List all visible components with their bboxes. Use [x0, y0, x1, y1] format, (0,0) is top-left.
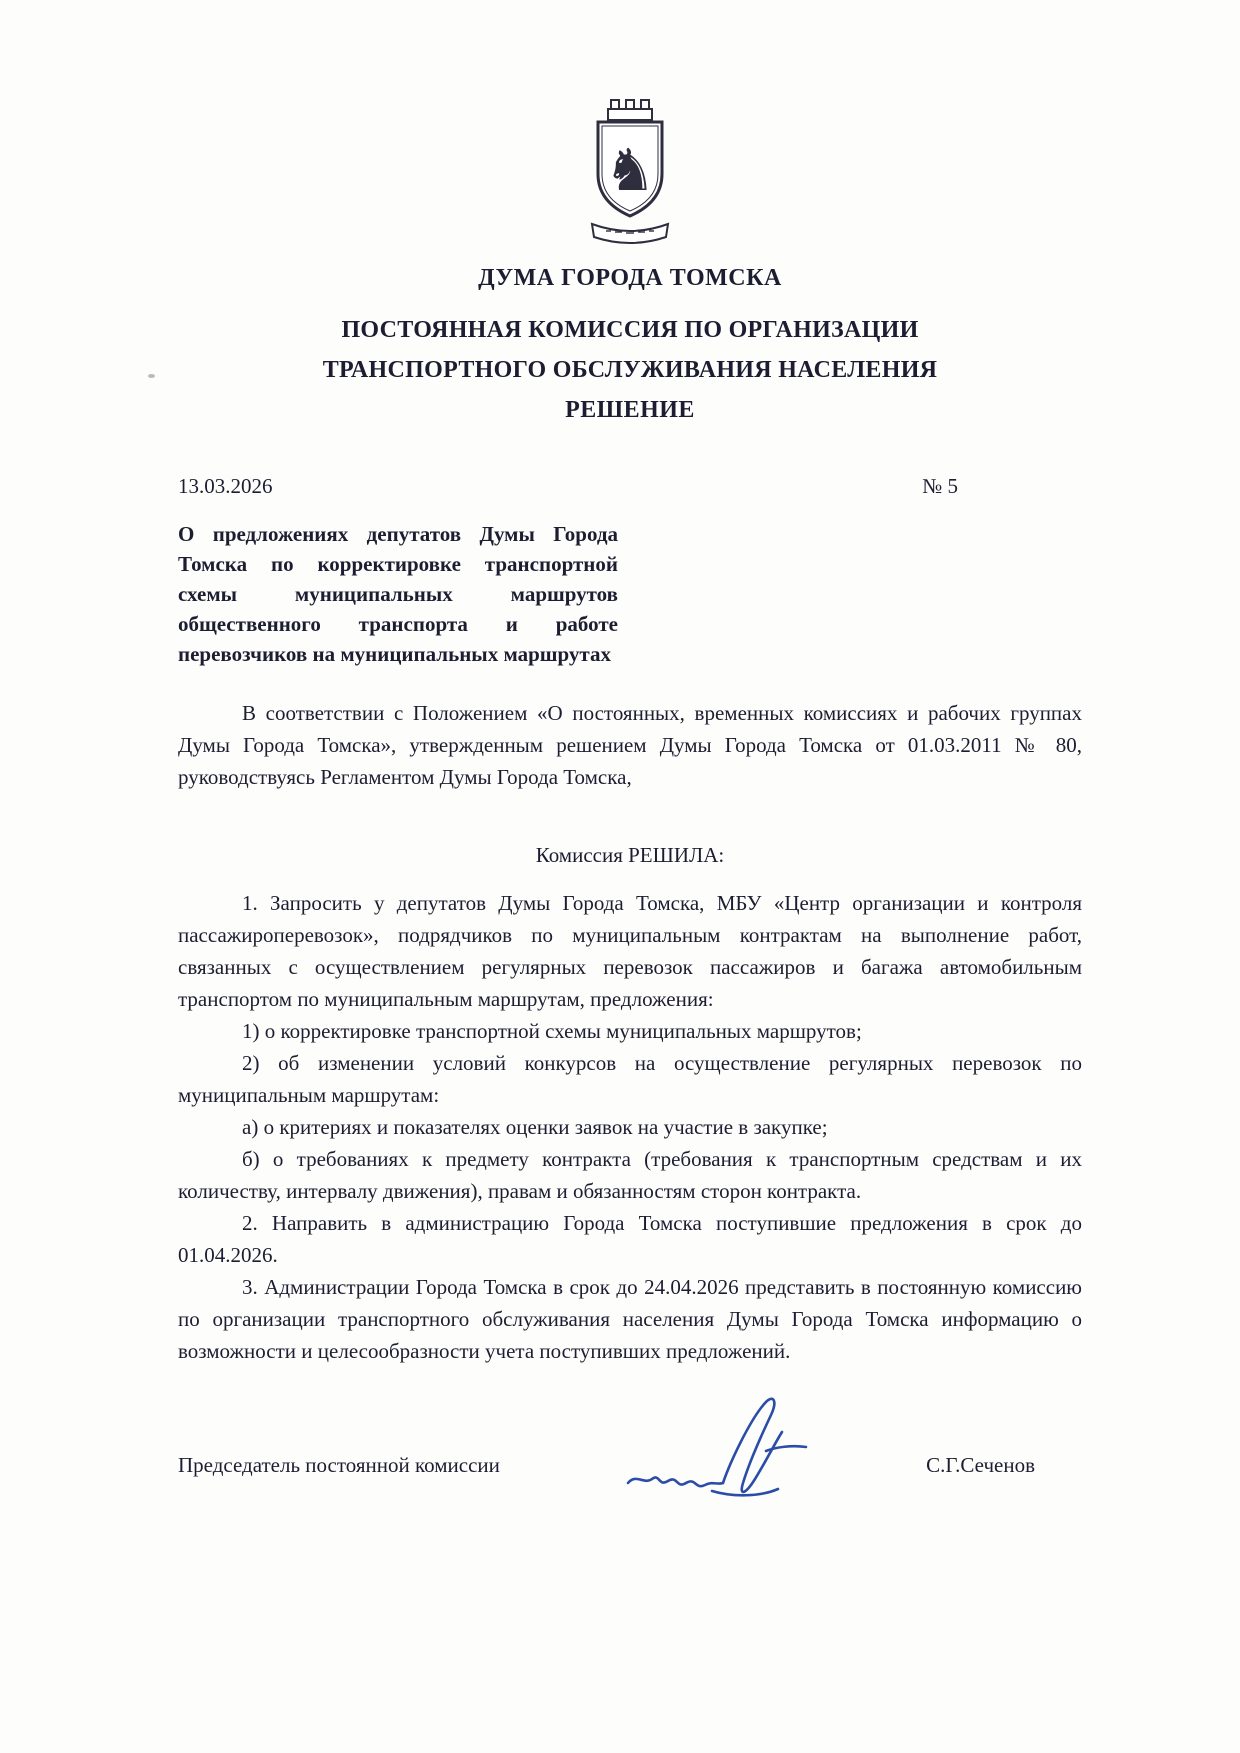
commission-title-line1: ПОСТОЯННАЯ КОМИССИЯ ПО ОРГАНИЗАЦИИ — [341, 317, 919, 343]
document-number: № 5 — [922, 474, 958, 498]
resolution-item: 3. Администрации Города Томска в срок до 24.04.2026 представить в постоянную комиссию по организации транспортного обслуживания населения Думы Города Томска информацию о возможности и целесообразности учета поступивших предложений. — [178, 1275, 1082, 1363]
tomsk-coat-of-arms-icon — [578, 92, 682, 250]
intro-paragraph: В соответствии с Положением «О постоянных, временных комиссиях и рабочих группах Думы Города Томска», утвержденным решением Думы Города Томска от 01.03.2011 № 80, руководствуясь Регламентом Думы Города Томска, — [178, 701, 1082, 789]
organization-title: ДУМА ГОРОДА ТОМСКА — [478, 265, 782, 291]
emblem-container — [178, 92, 1082, 255]
handwritten-signature-icon — [616, 1391, 826, 1516]
signer-name: С.Г.Сеченов — [926, 1453, 1035, 1477]
resolution-item: а) о критериях и показателях оценки заявок на участие в закупке; — [242, 1115, 828, 1139]
document-date: 13.03.2026 — [178, 474, 273, 498]
commission-title — [178, 310, 1082, 390]
resolution-item: 1. Запросить у депутатов Думы Города Томска, МБУ «Центр организации и контроля пассажироперевозок», подрядчиков по муниципальным контрактам на выполнение работ, связанных с осуществлением регулярных перевозок пассажиров и багажа автомобильным транспортом по муниципальным маршрутам, предложения: — [178, 891, 1082, 1011]
resolution-heading: Комиссия РЕШИЛА: — [535, 843, 725, 867]
resolution-item: б) о требованиях к предмету контракта (требования к транспортным средствам и их количеству, интервалу движения), правам и обязанностям сторон контракта. — [178, 1147, 1082, 1203]
document-subject: О предложениях депутатов Думы Города Томска по корректировке транспортной схемы муниципальных маршрутов общественного транспорта и работе перевозчиков на муниципальных маршрутах — [178, 522, 618, 666]
signer-position: Председатель постоянной комиссии — [178, 1453, 500, 1477]
resolution-item: 1) о корректировке транспортной схемы муниципальных маршрутов; — [242, 1019, 862, 1043]
scan-artifact — [148, 374, 155, 378]
svg-text:♞: ♞ — [604, 136, 656, 204]
signature-block — [178, 1453, 1082, 1478]
meta-row — [178, 474, 1082, 499]
commission-title-line2: ТРАНСПОРТНОГО ОБСЛУЖИВАНИЯ НАСЕЛЕНИЯ — [322, 357, 938, 383]
document-type-heading: РЕШЕНИЕ — [565, 397, 695, 423]
resolution-item: 2) об изменении условий конкурсов на осуществление регулярных перевозок по муниципальным маршрутам: — [178, 1051, 1082, 1107]
resolution-item: 2. Направить в администрацию Города Томска поступившие предложения в срок до 01.04.2026. — [178, 1211, 1082, 1267]
